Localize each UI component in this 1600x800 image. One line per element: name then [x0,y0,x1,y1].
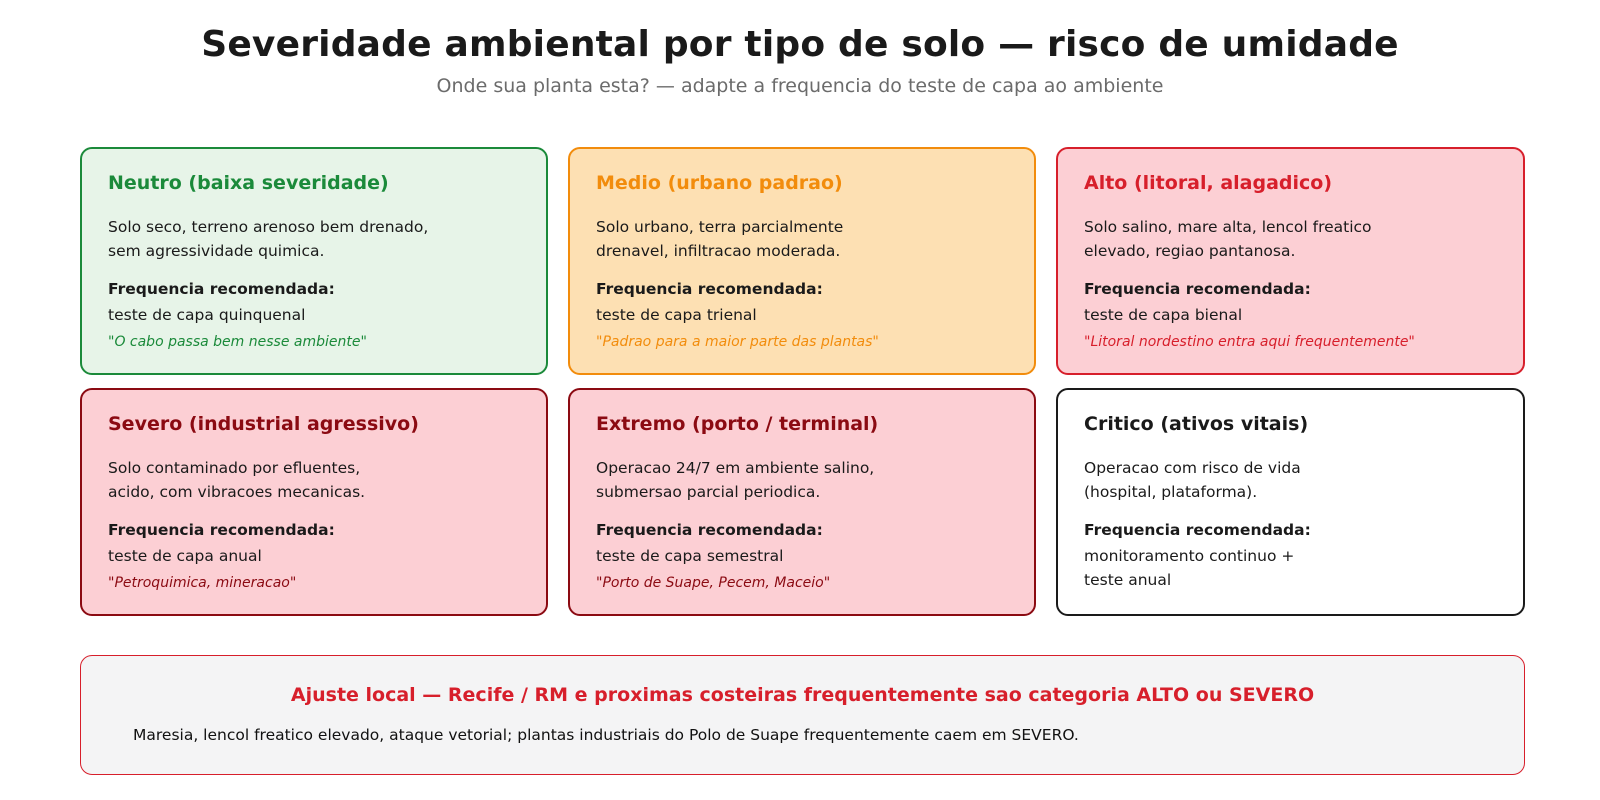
card-description: Operacao com risco de vida (hospital, plataforma). [1084,459,1301,501]
card-quote: "Porto de Suape, Pecem, Maceio" [596,575,831,591]
card-description: Operacao 24/7 em ambiente salino, submersao parcial periodica. [596,459,875,501]
frequency-label: Frequencia recomendada: [108,521,335,539]
card-quote: "Litoral nordestino entra aqui frequentemente" [1084,334,1415,350]
severity-grid [80,147,1525,616]
card-description: Solo urbano, terra parcialmente drenavel, infiltracao moderada. [596,218,844,260]
page-subtitle: Onde sua planta esta? — adapte a frequencia do teste de capa ao ambiente [436,75,1164,97]
frequency-value: teste de capa bienal [1084,306,1243,324]
card-quote: "Padrao para a maior parte das plantas" [596,334,879,350]
note-title: Ajuste local — Recife / RM e proximas costeiras frequentemente sao categoria ALTO ou SEVERO [290,684,1315,706]
frequency-label: Frequencia recomendada: [1084,521,1311,539]
card-title: Neutro (baixa severidade) [108,172,389,194]
note-body: Maresia, lencol freatico elevado, ataque vetorial; plantas industriais do Polo de Suape frequentemente caem em SEVERO. [133,726,1079,744]
card-title: Medio (urbano padrao) [596,172,843,194]
frequency-value: teste de capa anual [108,547,262,565]
card-quote: "Petroquimica, mineracao" [108,575,297,591]
severity-card-critico [1056,388,1525,616]
card-quote: "O cabo passa bem nesse ambiente" [108,334,367,350]
card-title: Alto (litoral, alagadico) [1084,172,1333,194]
severity-card-extremo [568,388,1036,616]
frequency-value: monitoramento continuo + teste anual [1084,547,1295,589]
severity-card-neutro [80,147,548,375]
frequency-label: Frequencia recomendada: [596,521,823,539]
frequency-value: teste de capa trienal [596,306,757,324]
severity-card-severo [80,388,548,616]
severity-card-medio [568,147,1036,375]
card-title: Extremo (porto / terminal) [596,413,879,435]
card-title: Severo (industrial agressivo) [108,413,419,435]
frequency-value: teste de capa quinquenal [108,306,306,324]
card-title: Critico (ativos vitais) [1084,413,1309,435]
frequency-value: teste de capa semestral [596,547,784,565]
frequency-label: Frequencia recomendada: [596,280,823,298]
card-description: Solo contaminado por efluentes, acido, com vibracoes mecanicas. [108,459,366,501]
frequency-label: Frequencia recomendada: [1084,280,1311,298]
local-adjustment-note [80,655,1525,775]
severity-card-alto [1056,147,1525,375]
card-description: Solo salino, mare alta, lencol freatico elevado, regiao pantanosa. [1084,218,1372,260]
page-title: Severidade ambiental por tipo de solo — risco de umidade [201,24,1399,65]
frequency-label: Frequencia recomendada: [108,280,335,298]
card-description: Solo seco, terreno arenoso bem drenado, sem agressividade quimica. [108,218,429,260]
